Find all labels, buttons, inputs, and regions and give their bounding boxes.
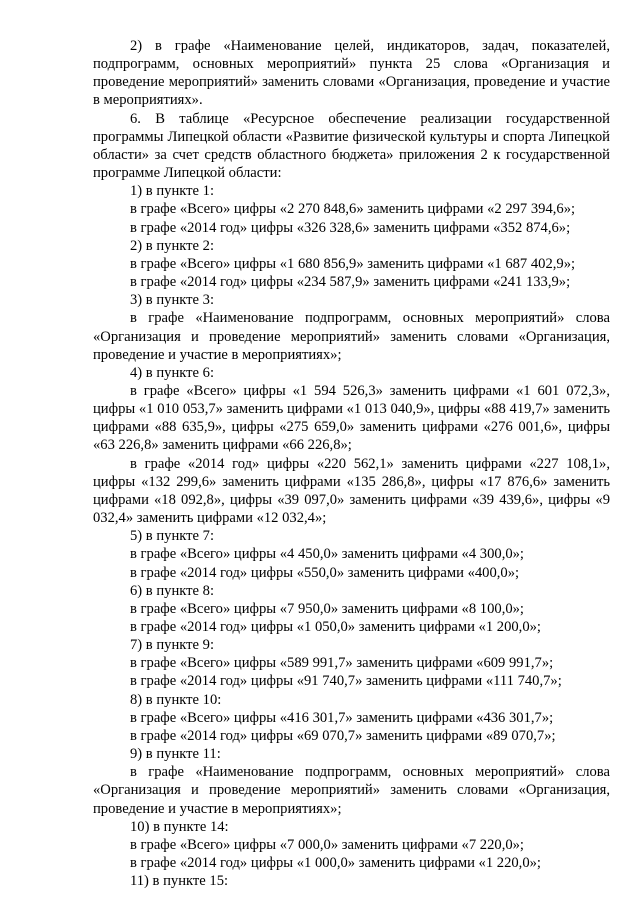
- subpoint-6-heading: 6) в пункте 8:: [130, 582, 215, 599]
- subpoint-10-total-line: в графе «Всего» цифры «7 000,0» заменить цифрами «7 220,0»;: [130, 836, 524, 853]
- paragraph-6-resource-table: 6. В таблице «Ресурсное обеспечение реализации государственной программы Липецкой области «Развитие физической культуры и спорта Липецкой области» за счет средств областного бюджета» приложения 2 к государственной программе Липецкой области:: [93, 110, 610, 182]
- subpoint-5-heading: 5) в пункте 7:: [130, 528, 215, 545]
- subpoint-5-total-line: в графе «Всего» цифры «4 450,0» заменить цифрами «4 300,0»;: [130, 546, 524, 563]
- subpoint-3-text: в графе «Наименование подпрограмм, основных мероприятий» слова «Организация и проведение мероприятий» заменить словами «Организация, проведение и участие в мероприятиях»;: [93, 310, 610, 363]
- subpoint-1-heading: 1) в пункте 1:: [130, 183, 215, 200]
- subpoint-11-heading: 11) в пункте 15:: [130, 873, 229, 890]
- subpoint-4-heading: 4) в пункте 6:: [130, 364, 215, 381]
- subpoint-3-heading: 3) в пункте 3:: [130, 292, 215, 309]
- subpoint-6-year-line: в графе «2014 год» цифры «1 050,0» заменить цифрами «1 200,0»;: [130, 619, 541, 635]
- subpoint-7-total-line: в графе «Всего» цифры «589 991,7» заменить цифрами «609 991,7»;: [130, 655, 554, 672]
- subpoint-8-heading: 8) в пункте 10:: [130, 691, 222, 708]
- subpoint-2-heading: 2) в пункте 2:: [130, 237, 215, 254]
- subpoint-8-year-line: в графе «2014 год» цифры «69 070,7» заменить цифрами «89 070,7»;: [130, 727, 556, 744]
- subpoint-4-year-text: в графе «2014 год» цифры «220 562,1» заменить цифрами «227 108,1», цифры «132 299,6» заменить цифрами «135 286,8», цифры «17 876,6» заменить цифрами «18 092,8», цифры «39 097,0» заменить цифрами «39 439,6», цифры «9 032,4» заменить цифрами «12 032,4»;: [93, 455, 610, 527]
- subpoint-1-total-line: в графе «Всего» цифры «2 270 848,6» заменить цифрами «2 297 394,6»;: [130, 201, 576, 218]
- paragraph-item-2-graph-25: 2) в графе «Наименование целей, индикаторов, задач, показателей, подпрограмм, основных мероприятий» пункта 25 слова «Организация и проведение мероприятий» заменить словами «Организация, проведение и участие в мероприятиях».: [93, 38, 610, 109]
- subpoint-8-total-line: в графе «Всего» цифры «416 301,7» заменить цифрами «436 301,7»;: [130, 709, 554, 726]
- subpoint-9-text: в графе «Наименование подпрограмм, основных мероприятий» слова «Организация и проведение мероприятий» заменить словами «Организация, проведение и участие в мероприятиях»;: [93, 764, 610, 817]
- subpoint-7-heading: 7) в пункте 9:: [130, 637, 215, 654]
- subpoint-10-heading: 10) в пункте 14:: [130, 818, 229, 835]
- subpoint-6-total-line: в графе «Всего» цифры «7 950,0» заменить цифрами «8 100,0»;: [130, 600, 524, 617]
- subpoint-1-year-line: в графе «2014 год» цифры «326 328,6» заменить цифрами «352 874,6»;: [130, 219, 571, 236]
- subpoint-2-total-line: в графе «Всего» цифры «1 680 856,9» заменить цифрами «1 687 402,9»;: [130, 255, 576, 272]
- subpoint-7-year-line: в графе «2014 год» цифры «91 740,7» заменить цифрами «111 740,7»;: [130, 673, 562, 690]
- subpoint-4-total-text: в графе «Всего» цифры «1 594 526,3» заменить цифрами «1 601 072,3», цифры «1 010 053,7» заменить цифрами «1 013 040,9», цифры «88 419,7» заменить цифрами «88 635,9», цифры «275 659,0» заменить цифрами «276 001,6», цифры «63 226,8» заменить цифрами «66 226,8»;: [93, 382, 610, 454]
- subpoint-5-year-line: в графе «2014 год» цифры «550,0» заменить цифрами «400,0»;: [130, 564, 520, 581]
- subpoint-2-year-line: в графе «2014 год» цифры «234 587,9» заменить цифрами «241 133,9»;: [130, 274, 571, 291]
- subpoint-9-heading: 9) в пункте 11:: [130, 746, 221, 763]
- subpoint-10-year-line: в графе «2014 год» цифры «1 000,0» заменить цифрами «1 220,0»;: [130, 855, 541, 872]
